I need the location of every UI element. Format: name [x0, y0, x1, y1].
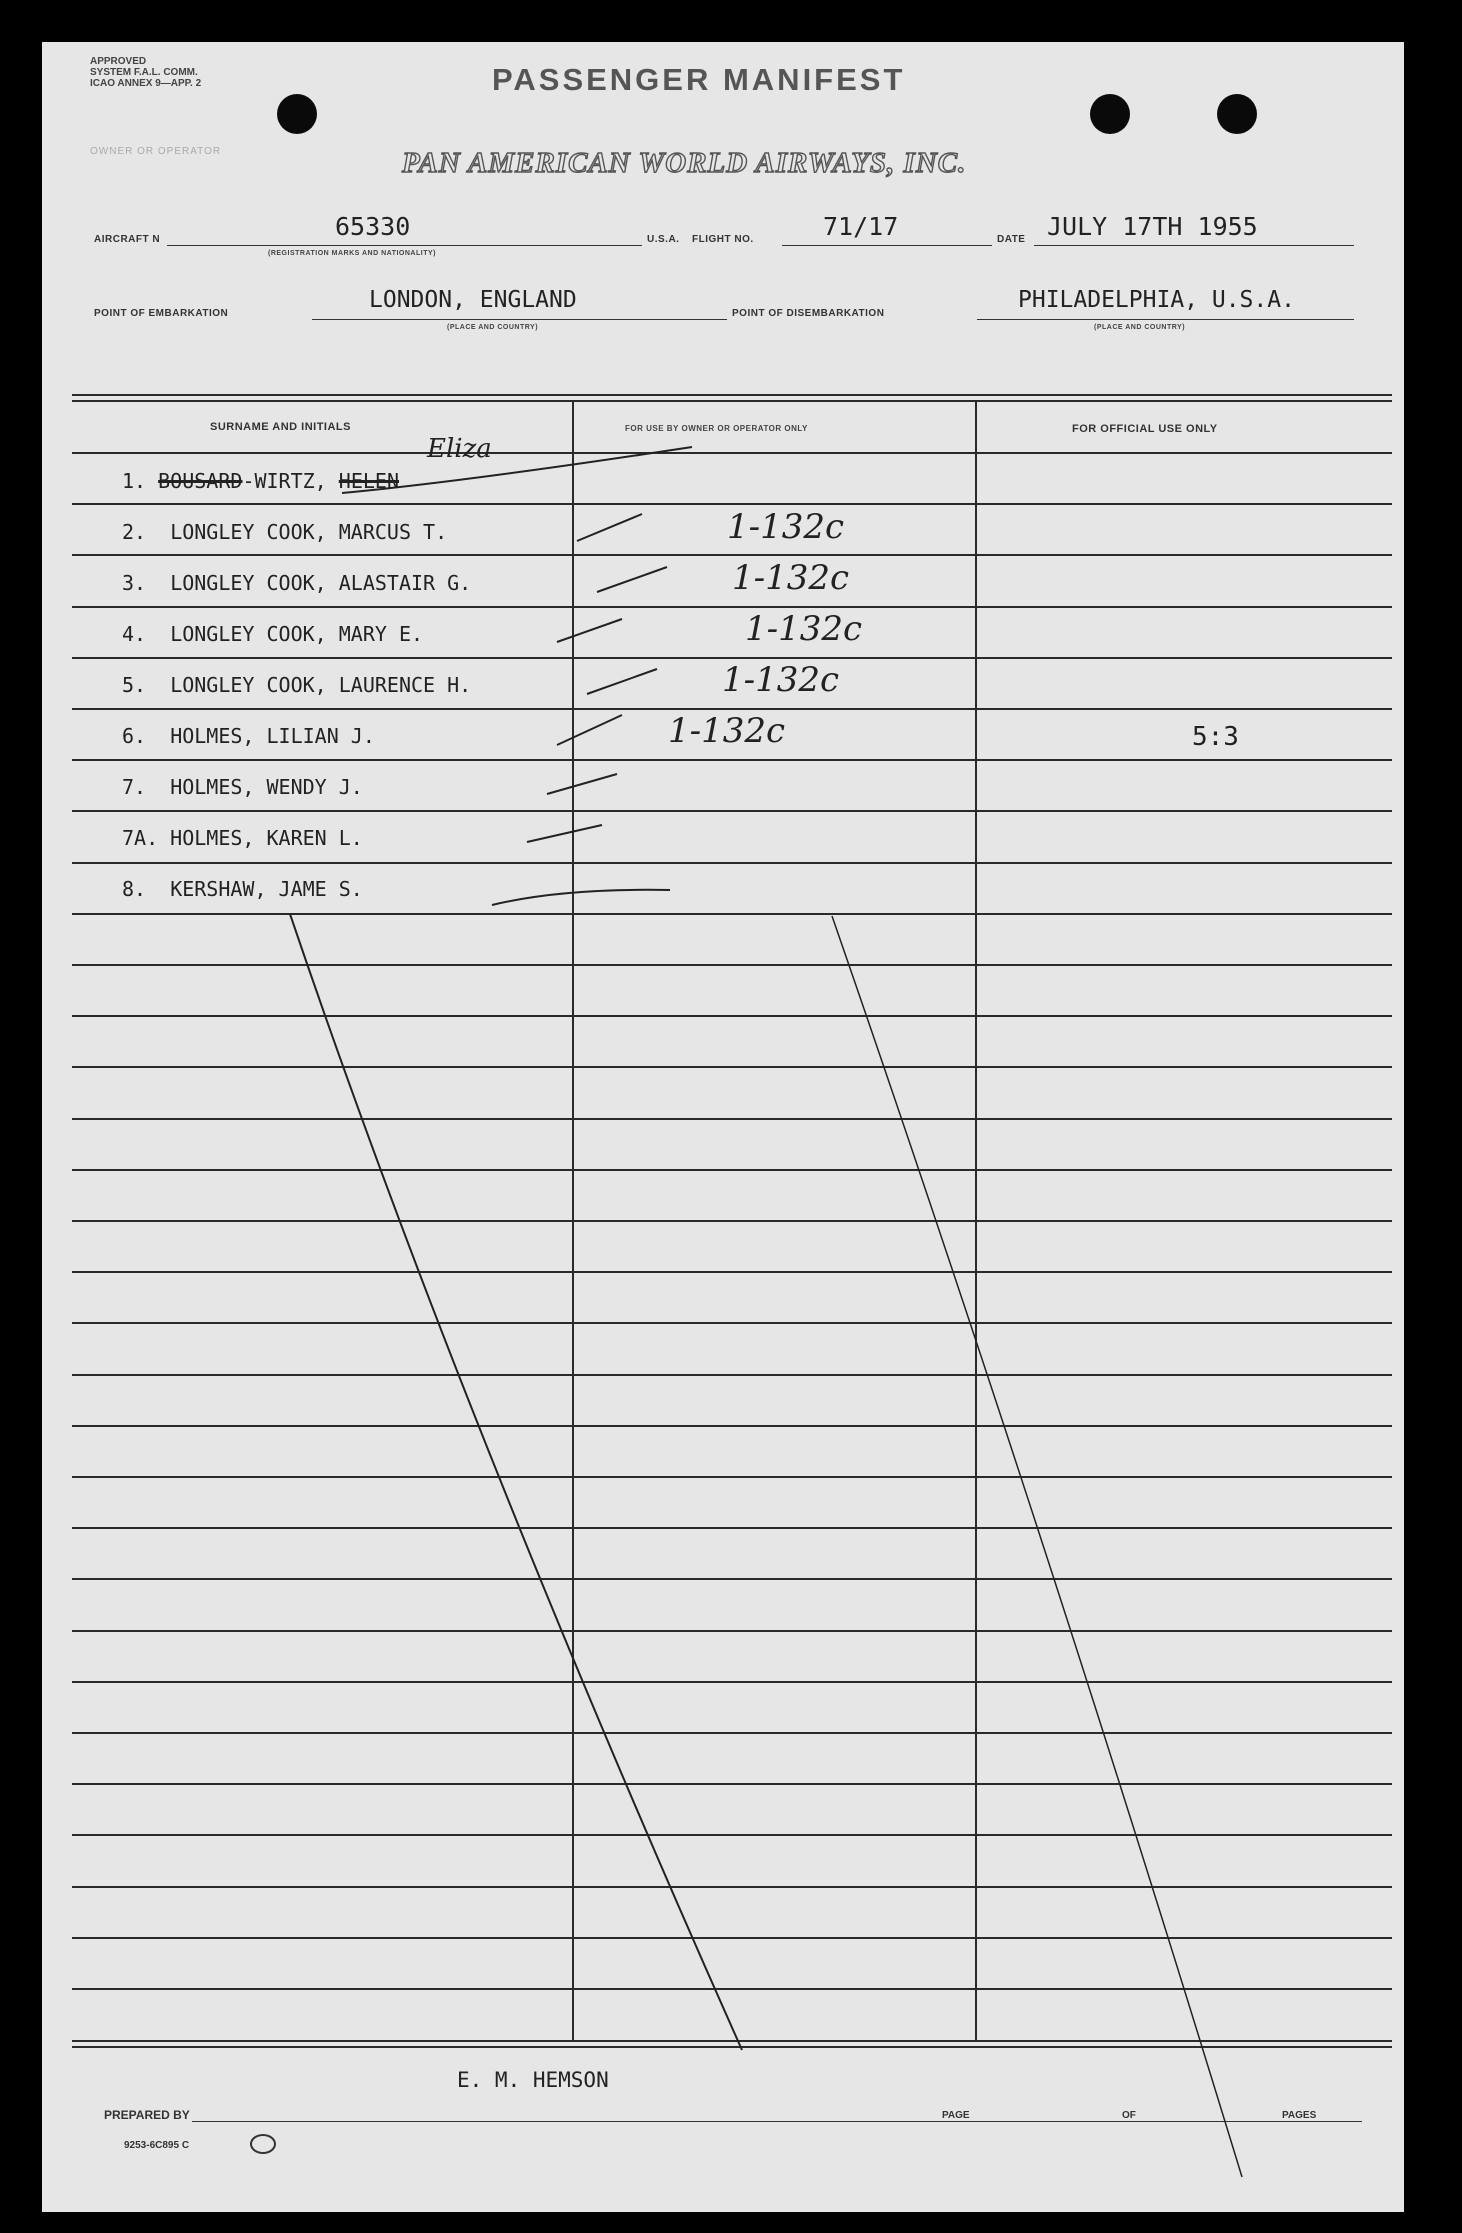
embarkation-sublabel: (PLACE AND COUNTRY)	[447, 324, 539, 331]
date-label: DATE	[997, 234, 1026, 245]
row-number: 6.	[122, 724, 147, 748]
row-name: LONGLEY COOK, LAURENCE H.	[170, 673, 472, 697]
embarkation-value: LONDON, ENGLAND	[369, 287, 577, 313]
date-value: JULY 17TH 1955	[1047, 212, 1258, 241]
page-title: PASSENGER MANIFEST	[492, 62, 906, 97]
ink-marks	[42, 42, 1404, 2212]
approval-block: APPROVED SYSTEM F.A.L. COMM. ICAO ANNEX 9—APP. 2	[90, 56, 202, 89]
row-name: HOLMES, KAREN L.	[170, 826, 363, 850]
check-mark	[557, 715, 622, 745]
usa-label: U.S.A.	[647, 234, 680, 245]
manifest-page	[42, 42, 1404, 2212]
row-name: HOLMES, LILIAN J.	[170, 724, 375, 748]
check-mark	[492, 890, 670, 905]
disembarkation-value: PHILADELPHIA, U.S.A.	[1018, 287, 1295, 313]
row-name: LONGLEY COOK, MARY E.	[170, 622, 424, 646]
diagonal-stroke	[290, 914, 742, 2050]
page-label: PAGE	[942, 2110, 970, 2121]
owner-note: 1-132c	[722, 660, 840, 700]
check-mark	[577, 514, 642, 541]
row-number: 2.	[122, 520, 147, 544]
embarkation-label: POINT OF EMBARKATION	[94, 308, 229, 319]
row-number: 3.	[122, 571, 147, 595]
row-name: -WIRTZ,	[242, 469, 327, 493]
row-name: LONGLEY COOK, ALASTAIR G.	[170, 571, 472, 595]
check-mark	[342, 447, 692, 493]
airline-name: PAN AMERICAN WORLD AIRWAYS, INC.	[402, 147, 967, 179]
disembarkation-sublabel: (PLACE AND COUNTRY)	[1094, 324, 1186, 331]
row-number: 7A.	[122, 826, 159, 850]
pages-label: PAGES	[1282, 2110, 1317, 2121]
row-name: KERSHAW, JAME S.	[170, 877, 363, 901]
row-number: 1.	[122, 469, 147, 493]
flight-value: 71/17	[823, 212, 899, 241]
row-name: HOLMES, WENDY J.	[170, 775, 363, 799]
aircraft-value: 65330	[335, 212, 411, 241]
prepared-by-value: E. M. HEMSON	[457, 2068, 609, 2092]
diagonal-stroke	[832, 916, 1242, 2177]
prepared-by-label: PREPARED BY	[104, 2108, 190, 2122]
row-name: LONGLEY COOK, MARCUS T.	[170, 520, 448, 544]
header-owner-use: FOR USE BY OWNER OR OPERATOR ONLY	[625, 424, 808, 433]
header-official-use: FOR OFFICIAL USE ONLY	[1072, 423, 1218, 435]
struck-text: HELEN	[338, 469, 399, 493]
header-surname: SURNAME AND INITIALS	[210, 421, 351, 433]
disembarkation-label: POINT OF DISEMBARKATION	[732, 308, 885, 319]
owner-note: 1-132c	[745, 609, 863, 649]
row-number: 7.	[122, 775, 147, 799]
owner-note: 1-132c	[668, 711, 786, 751]
row-number: 8.	[122, 877, 147, 901]
check-mark	[587, 669, 657, 694]
aircraft-sublabel: (REGISTRATION MARKS AND NATIONALITY)	[268, 250, 436, 257]
check-mark	[597, 567, 667, 592]
check-mark	[557, 619, 622, 642]
of-label: OF	[1122, 2110, 1136, 2121]
row-number: 4.	[122, 622, 147, 646]
form-number: 9253-6C895 C	[124, 2140, 190, 2151]
row-number: 5.	[122, 673, 147, 697]
aircraft-label: AIRCRAFT N	[94, 234, 161, 245]
handwritten-correction: Eliza	[427, 434, 492, 464]
owner-label: OWNER OR OPERATOR	[90, 146, 222, 157]
check-mark	[547, 774, 617, 794]
official-mark: 5:3	[1192, 722, 1239, 752]
flight-label: FLIGHT NO.	[692, 234, 754, 245]
owner-note: 1-132c	[727, 507, 845, 547]
check-mark	[527, 825, 602, 842]
struck-text: BOUSARD	[158, 469, 243, 493]
owner-note: 1-132c	[732, 558, 850, 598]
